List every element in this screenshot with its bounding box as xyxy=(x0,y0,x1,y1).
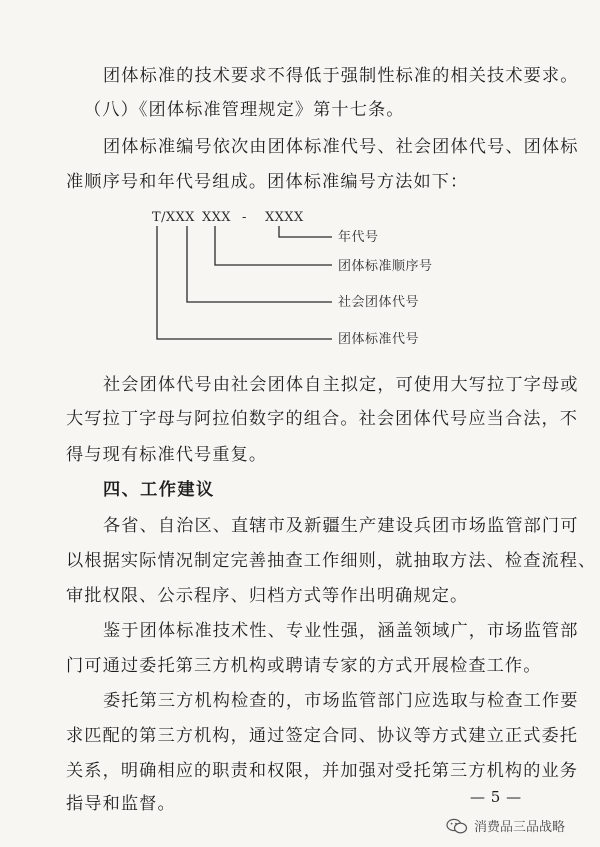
text-line: 得与现有标准代号重复。 xyxy=(66,445,268,465)
bracket-sequence xyxy=(215,226,332,265)
text-line: 门可通过委托第三方机构或聘请专家的方式开展检查工作。 xyxy=(66,656,542,676)
text-line: 社会团体代号由社会团体自主拟定，可使用大写拉丁字母或 xyxy=(103,375,579,395)
label-year: 年代号 xyxy=(338,230,379,245)
label-org-code: 社会团体代号 xyxy=(338,295,420,310)
text-line: 指导和监督。 xyxy=(66,794,176,814)
label-standard-code: 团体标准代号 xyxy=(338,332,420,347)
text-line: 准顺序号和年代号组成。团体标准编号方法如下： xyxy=(66,172,469,192)
text-line: 以根据实际情况制定完善抽查工作细则，就抽取方法、检查流程、 xyxy=(66,551,597,571)
text-line: 各省、自治区、直辖市及新疆生产建设兵团市场监管部门可 xyxy=(103,516,579,536)
text-line: （八）《团体标准管理规定》第十七条。 xyxy=(84,100,405,120)
code-prefix: T/XXX xyxy=(152,210,195,225)
code-dash: - xyxy=(242,210,247,225)
page-number: — 5 — xyxy=(470,788,522,806)
watermark xyxy=(446,816,565,835)
text-line: 鉴于团体标准技术性、专业性强，涵盖领域广，市场监管部 xyxy=(103,621,579,641)
text-line: 求匹配的第三方机构，通过签定合同、协议等方式建立正式委托 xyxy=(66,726,579,746)
wechat-icon xyxy=(446,818,468,834)
bracket-year xyxy=(279,226,332,237)
text-line: 关系，明确相应的职责和权限，并加强对受托第三方机构的业务 xyxy=(66,761,579,781)
text-line: 团体标准编号依次由团体标准代号、社会团体代号、团体标 xyxy=(103,137,579,157)
label-sequence: 团体标准顺序号 xyxy=(338,259,433,274)
code-year: XXXX xyxy=(265,210,304,225)
code-org: XXX xyxy=(202,210,231,225)
bracket-code xyxy=(157,226,332,339)
text-line: 审批权限、公示程序、归档方式等作出明确规定。 xyxy=(66,586,469,606)
text-line: 团体标准的技术要求不得低于强制性标准的相关技术要求。 xyxy=(103,66,579,86)
section-heading: 四、工作建议 xyxy=(103,480,215,500)
bracket-lines xyxy=(157,226,332,339)
text-line: 大写拉丁字母与阿拉伯数字的组合。社会团体代号应当合法，不 xyxy=(66,409,579,429)
watermark-text: 消费品三品战略 xyxy=(474,820,566,835)
text-line: 委托第三方机构检查的，市场监管部门应选取与检查工作要 xyxy=(103,691,579,711)
